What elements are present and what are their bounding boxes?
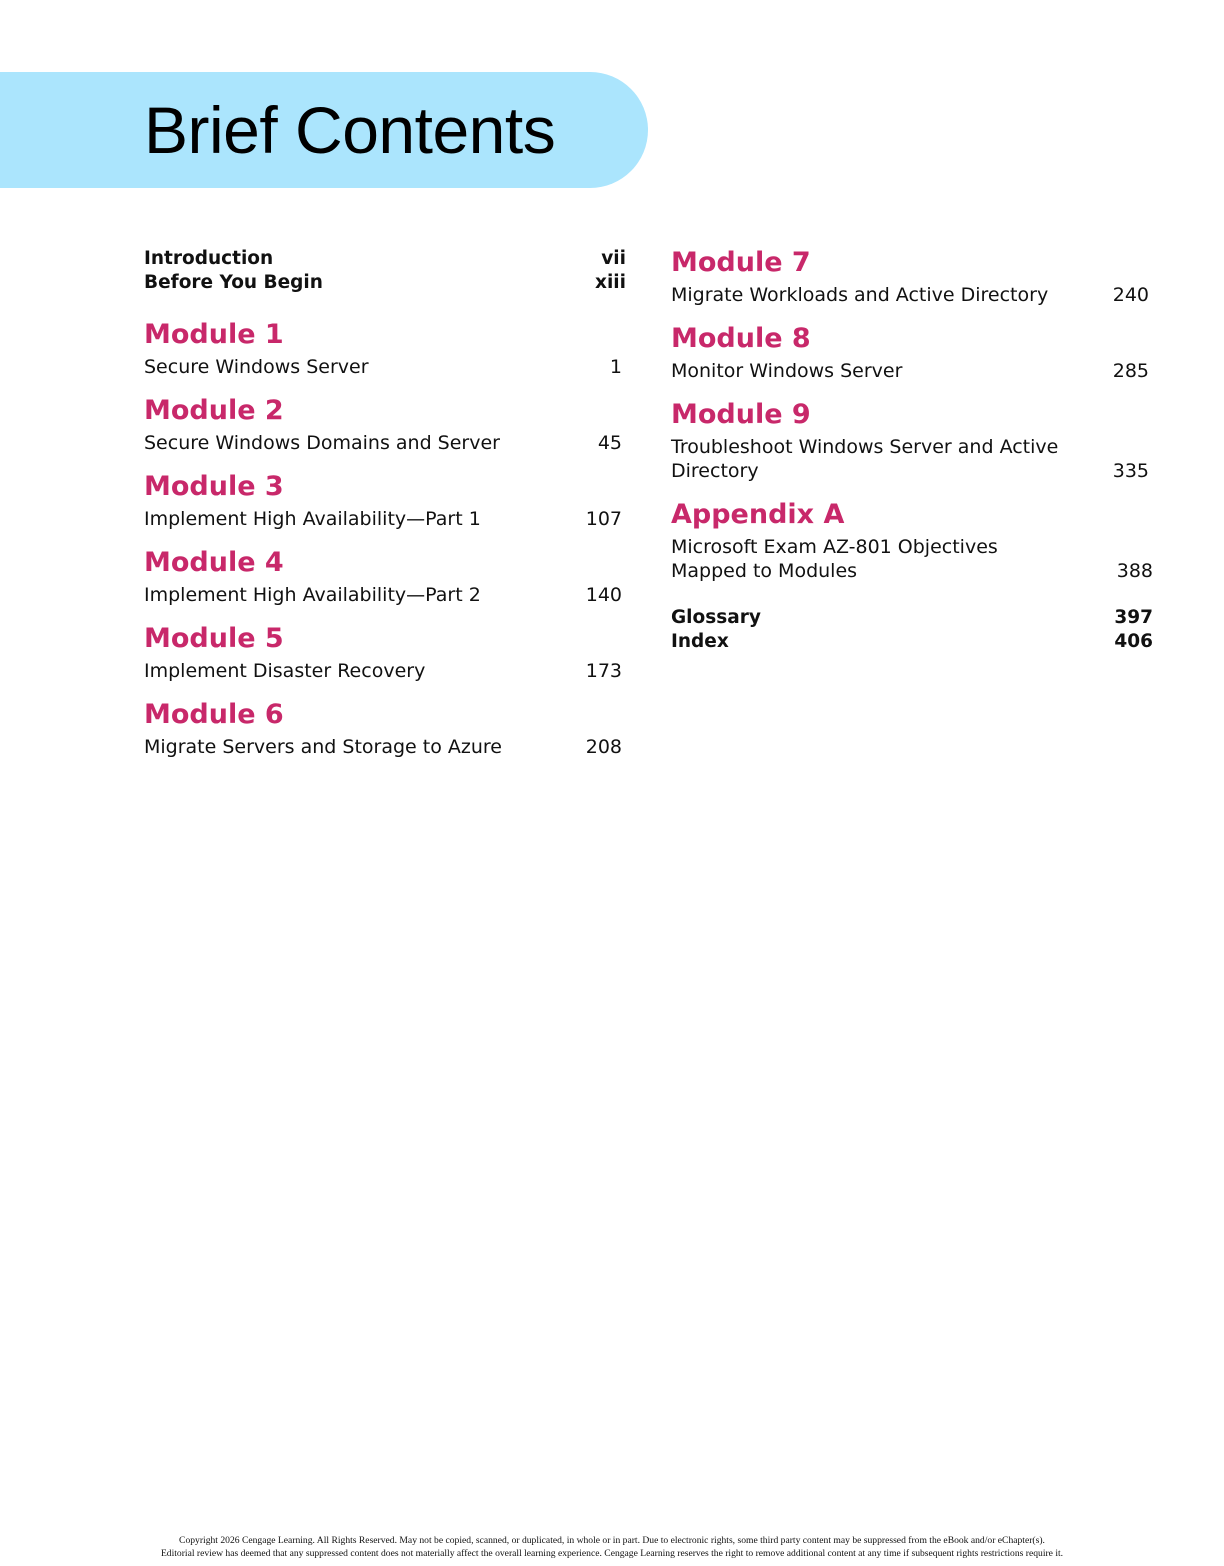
module-heading: Module 5 bbox=[144, 623, 284, 654]
module-page: 1 bbox=[609, 356, 622, 378]
module-page: 240 bbox=[1112, 284, 1149, 306]
toc-entry-index[interactable] bbox=[671, 630, 1153, 654]
toc-module-9[interactable] bbox=[671, 399, 1153, 483]
toc-entry-page: 406 bbox=[1114, 631, 1153, 652]
module-entry bbox=[144, 659, 626, 683]
toc-module-8[interactable] bbox=[671, 323, 1153, 383]
toc-module-1[interactable] bbox=[144, 319, 626, 379]
toc-entry-page: vii bbox=[601, 248, 626, 269]
module-title: Troubleshoot Windows Server and Active Directory bbox=[671, 436, 1059, 482]
module-entry bbox=[671, 435, 1153, 483]
module-title: Implement High Availability—Part 1 bbox=[144, 508, 481, 530]
copyright-line-1: Copyright 2026 Cengage Learning. All Rights Reserved. May not be copied, scanned, or duplicated, in whole or in part. Due to electronic rights, some third party content may be suppressed from the eBook and/or eChapter(s). bbox=[179, 1535, 1045, 1546]
module-page: 45 bbox=[597, 432, 622, 454]
toc-module-7[interactable] bbox=[671, 247, 1153, 307]
copyright-line-2: Editorial review has deemed that any suppressed content does not materially affect the overall learning experience. Cengage Learning reserves the right to remove additional content at any time if subsequent rights restrictions require it. bbox=[160, 1548, 1064, 1559]
back-matter-list bbox=[671, 606, 1153, 654]
toc-entry-introduction[interactable] bbox=[144, 247, 626, 271]
module-title: Monitor Windows Server bbox=[671, 360, 903, 382]
copyright-footer bbox=[0, 1534, 1224, 1560]
module-title: Implement High Availability—Part 2 bbox=[144, 584, 481, 606]
toc-appendix-a[interactable] bbox=[671, 499, 1153, 583]
toc-entry-before-you-begin[interactable] bbox=[144, 271, 626, 295]
module-entry bbox=[144, 735, 626, 759]
toc-entry-label: Glossary bbox=[671, 607, 761, 628]
module-entry bbox=[144, 507, 626, 531]
toc-entry-page: 397 bbox=[1114, 607, 1153, 628]
toc-module-2[interactable] bbox=[144, 395, 626, 455]
front-matter-list bbox=[144, 247, 626, 295]
module-page: 140 bbox=[585, 584, 622, 606]
toc-module-4[interactable] bbox=[144, 547, 626, 607]
module-entry bbox=[671, 283, 1153, 307]
module-heading: Module 1 bbox=[144, 319, 284, 350]
module-page: 285 bbox=[1112, 360, 1149, 382]
module-heading: Module 8 bbox=[671, 323, 811, 354]
toc-entry-label: Index bbox=[671, 631, 729, 652]
toc-module-6[interactable] bbox=[144, 699, 626, 759]
module-entry bbox=[144, 583, 626, 607]
module-heading: Module 7 bbox=[671, 247, 811, 278]
module-page: 388 bbox=[1116, 560, 1153, 582]
page-title: Brief Contents bbox=[144, 93, 556, 167]
module-entry bbox=[144, 431, 626, 455]
toc-module-3[interactable] bbox=[144, 471, 626, 531]
module-title: Migrate Workloads and Active Directory bbox=[671, 284, 1049, 306]
toc-module-5[interactable] bbox=[144, 623, 626, 683]
module-page: 107 bbox=[585, 508, 622, 530]
left-column bbox=[144, 247, 626, 775]
module-page: 173 bbox=[585, 660, 622, 682]
module-page: 208 bbox=[585, 736, 622, 758]
module-entry bbox=[671, 535, 1153, 583]
module-heading: Module 3 bbox=[144, 471, 284, 502]
module-heading: Module 6 bbox=[144, 699, 284, 730]
module-heading: Module 9 bbox=[671, 399, 811, 430]
module-entry bbox=[671, 359, 1153, 383]
module-heading: Module 2 bbox=[144, 395, 284, 426]
module-title: Secure Windows Domains and Server bbox=[144, 432, 500, 454]
module-title: Implement Disaster Recovery bbox=[144, 660, 426, 682]
toc-entry-page: xiii bbox=[595, 272, 626, 293]
toc-entry-glossary[interactable] bbox=[671, 606, 1153, 630]
module-title: Secure Windows Server bbox=[144, 356, 369, 378]
module-title: Microsoft Exam AZ-801 Objectives Mapped to Modules bbox=[671, 536, 998, 582]
right-column bbox=[671, 247, 1153, 654]
toc-entry-label: Introduction bbox=[144, 248, 274, 269]
module-heading: Appendix A bbox=[671, 499, 845, 530]
toc-entry-label: Before You Begin bbox=[144, 272, 323, 293]
module-entry bbox=[144, 355, 626, 379]
module-title: Migrate Servers and Storage to Azure bbox=[144, 736, 502, 758]
module-page: 335 bbox=[1112, 460, 1149, 482]
module-heading: Module 4 bbox=[144, 547, 284, 578]
